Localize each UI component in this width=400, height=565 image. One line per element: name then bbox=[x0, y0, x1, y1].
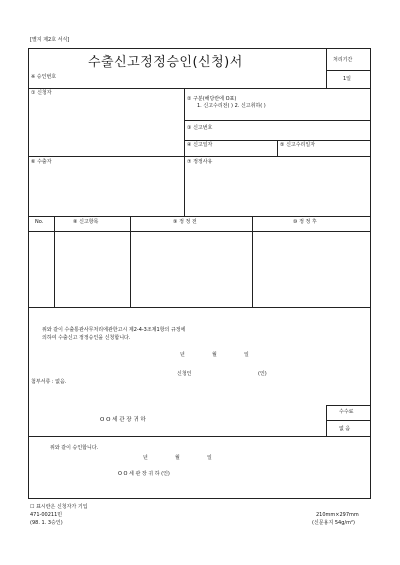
approval-no-label: ※ 승인번호 bbox=[31, 74, 57, 80]
table-col-1 bbox=[54, 216, 55, 307]
row-line-1 bbox=[184, 120, 370, 121]
approval-date-month: 월 bbox=[175, 455, 180, 461]
correction-reason-label: ⑦ 정정사유 bbox=[187, 159, 213, 165]
table-header-after: ⑩ 정 정 후 bbox=[293, 219, 317, 225]
fee-row-mid bbox=[326, 420, 370, 421]
date-day: 일 bbox=[244, 352, 249, 358]
period-divider-v bbox=[326, 48, 327, 88]
footer-code: 471-00211민 bbox=[30, 512, 63, 518]
header-bottom-line bbox=[28, 88, 371, 89]
approver: O O 세 관 장 귀 하 (인) bbox=[118, 471, 170, 477]
category-options: 1. 신고수리전( ) 2. 신고취하( ) bbox=[197, 103, 266, 109]
approval-date-day: 일 bbox=[207, 455, 212, 461]
approval-statement: 위와 같이 승인합니다. bbox=[50, 445, 99, 451]
category-label: ② 구분(해당란에 O표) bbox=[187, 96, 237, 102]
paper-type: (신문용지 54g/m²) bbox=[312, 520, 355, 526]
processing-period-value: 1일 bbox=[343, 76, 352, 82]
addressee-bottom-line bbox=[28, 436, 371, 437]
table-col-3 bbox=[252, 216, 253, 307]
footer-note: ☐ 표시란은 신청자가 기입 bbox=[30, 504, 88, 510]
applicant-seal: (인) bbox=[258, 371, 267, 377]
report-date-label: ④ 신고일자 bbox=[187, 142, 213, 148]
table-col-2 bbox=[130, 216, 131, 307]
form-border-bottom bbox=[28, 498, 371, 499]
date-year: 년 bbox=[180, 352, 185, 358]
fee-label: 수수료 bbox=[339, 409, 354, 415]
table-header-before: ⑨ 정 정 전 bbox=[173, 219, 197, 225]
center-divider-upper bbox=[184, 88, 185, 216]
acceptance-date-label: ⑤ 신고수리일자 bbox=[280, 142, 316, 148]
date-divider-v bbox=[277, 140, 278, 156]
report-no-label: ③ 신고번호 bbox=[187, 125, 213, 131]
applicant-label: ① 신청자 bbox=[31, 90, 52, 96]
form-title: 수출신고정정승인(신청)서 bbox=[88, 55, 243, 70]
fee-value: 없 음 bbox=[339, 426, 351, 432]
statement-line-1: 위와 같이 수출통관사무처리에관한고시 제2-4-3조제1항의 규정에 bbox=[42, 327, 186, 333]
footer-date: (98. 1. 3승인) bbox=[30, 520, 63, 526]
paper-size: 210mm×297mm bbox=[316, 512, 359, 518]
table-header-item: ⑧ 신고항목 bbox=[73, 219, 99, 225]
table-bottom-line bbox=[28, 307, 371, 308]
table-header-no: No. bbox=[35, 219, 44, 225]
fee-row-top bbox=[326, 405, 370, 406]
row-line-3 bbox=[28, 156, 371, 157]
customs-addressee: O O 세 관 장 귀 하 bbox=[100, 417, 146, 423]
period-divider-h bbox=[326, 70, 370, 71]
row-line-4 bbox=[28, 216, 371, 217]
statement-line-2: 의하여 수출신고 정정승인을 신청합니다. bbox=[42, 335, 131, 341]
form-label: [별지 제2호 서식] bbox=[30, 37, 70, 43]
approval-date-year: 년 bbox=[143, 455, 148, 461]
form-border-top bbox=[28, 48, 371, 49]
table-header-line bbox=[28, 231, 371, 232]
exporter-label: ⑥ 수출자 bbox=[31, 159, 52, 165]
processing-period-label: 처리기간 bbox=[333, 57, 353, 63]
attachment-note: 첨부서류 : 없음. bbox=[31, 379, 67, 385]
fee-divider-v bbox=[326, 405, 327, 437]
applicant-sign-label: 신청인 bbox=[177, 371, 192, 377]
date-month: 월 bbox=[212, 352, 217, 358]
form-border-left bbox=[28, 48, 29, 499]
form-border-right bbox=[370, 48, 371, 499]
